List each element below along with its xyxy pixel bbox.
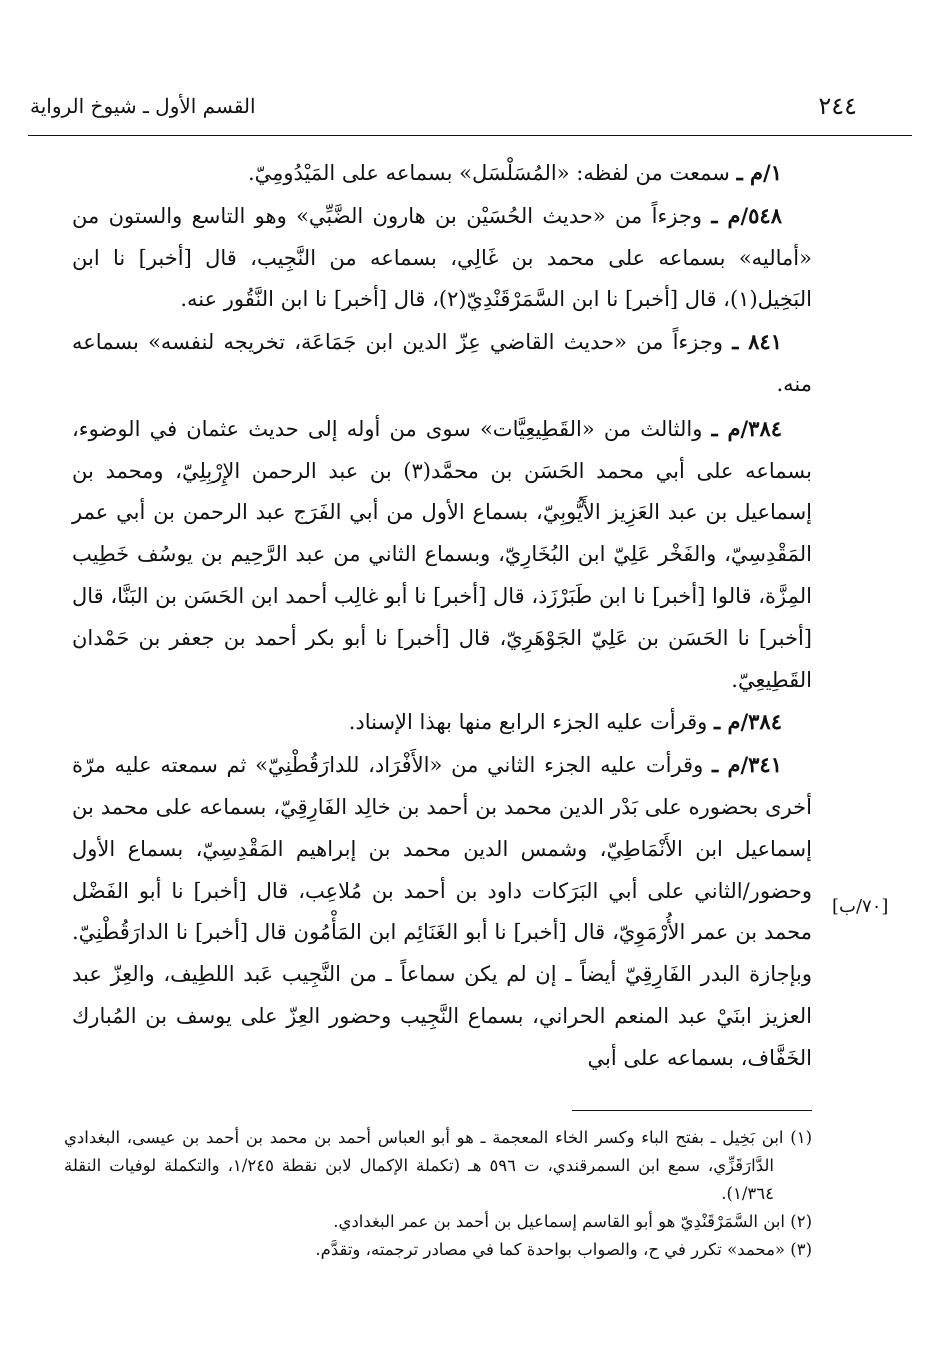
- entry-text: وقرأت عليه الجزء الرابع منها بهذا الإسناد.: [348, 710, 715, 735]
- entry-341: [72, 744, 812, 1079]
- entry-text: وقرأت عليه الجزء الثاني من «الأَفْرَاد، للدارَقُطْنِيّ» ثم سمعته عليه مرّة أخرى بحضوره على بَدْر الدين محمد بن أحمد بن خالِد الفَارِقِيّ، بسماعه على محمد بن إسماعيل ابن الأَنْمَاطِيّ، وشمس الدين محمد بن إبراهيم المَقْدِسِيّ، بسماع الأول وحضور/الثاني على أبي البَرَكات داود بن أحمد بن مُلاعِب، قال [أخبر] نا أبو الفَضْل محمد بن عمر الأُرْمَوِيّ، قال [أخبر] نا أبو الغَنَائِم ابن المَأْمُون قال [أخبر] نا الدارَقُطْنِيّ. وبإجازة البدر الفَارِقِيّ أيضاً ـ إن لم يكن سماعاً ـ من النَّجِيب عَبد اللطِيف، والعِزّ عبد العزيز ابنَيْ عبد المنعم الحراني، بسماع النَّجِيب وحضور العِزّ على يوسف بن المُبارك الخَفَّاف، بسماعه على أبي: [72, 753, 812, 1070]
- entry-1: [72, 152, 812, 195]
- entry-number: ١/م ـ: [736, 160, 782, 185]
- entry-text: والثالث من «القَطِيعِيَّات» سوى من أوله إلى حديث عثمان في الوضوء، بسماعه على أبي محمد الحَسَن بن محمَّد(٣) بن عبد الرحمن الإِرْبِلِيّ، ومحمد بن إسماعيل بن عبد العَزِيز الأَيُّوبِيّ، بسماع الأول من أبي الفَرَج عبد الرحمن بن أبي عمر المَقْدِسِيّ، والفَخْر عَلِيّ ابن البُخَارِيّ، وبسماع الثاني من عبد الرَّحِيم بن يوسُف خَطِيب المِزَّة، قالوا [أخبر] نا ابن طَبَرْزَذ، قال [أخبر] نا أبو غالِب أحمد ابن الحَسَن بن البَنَّا، قال [أخبر] نا الحَسَن بن عَلِيّ الجَوْهَرِيّ، قال [أخبر] نا أبو بكر أحمد بن جعفر بن حَمْدان القَطِيعِيّ.: [72, 416, 812, 692]
- entry-number: ٣٤١/م ـ: [711, 752, 782, 778]
- entry-number: ٣٨٤/م ـ: [711, 415, 783, 441]
- entry-number: ٣٨٤/م ـ: [714, 709, 782, 735]
- entry-548: [72, 195, 812, 321]
- manuscript-folio-note: [٧٠/ب]: [832, 896, 889, 917]
- entry-text: وجزءاً من «حديث الحُسَيْن بن هارون الضَّبِّي» وهو التاسع والستون من «أماليه» بسماعه على محمد بن غَالِي، بسماعه من النَّجِيب، قال [أخبر] نا ابن البَخِيل(١)، قال [أخبر] نا ابن السَّمَرْقَنْدِيّ(٢)، قال [أخبر] نا ابن النَّقُور عنه.: [72, 203, 812, 312]
- entry-841: [72, 321, 812, 406]
- entry-text: وجزءاً من «حديث القاضي عِزّ الدين ابن جَمَاعَة، تخريجه لنفسه» بسماعه منه.: [72, 330, 812, 396]
- entry-384-b: [72, 701, 812, 744]
- entry-number: ٨٤١ ـ: [732, 329, 782, 355]
- running-title: القسم الأول ـ شيوخ الرواية: [30, 94, 256, 118]
- footnote-3: (٣) «محمد» تكرر في ح، والصواب بواحدة كما في مصادر ترجمته، وتقدَّم.: [315, 1240, 812, 1259]
- header-rule: [28, 135, 912, 136]
- entry-number: ٥٤٨/م ـ: [711, 202, 782, 228]
- entry-text: سمعت من لفظه: «المُسَلْسَل» بسماعه على المَيْدُومِيّ.: [247, 161, 737, 185]
- footnote-rule: [572, 1110, 812, 1111]
- page-number: ٢٤٤: [818, 92, 857, 120]
- entry-384-a: [72, 408, 812, 702]
- footnotes: [64, 1124, 812, 1264]
- footnote-2: (٢) ابن السَّمَرْقَنْدِيّ هو أبو القاسم إسماعيل بن أحمد بن عمر البغدادي.: [333, 1212, 812, 1231]
- footnote-1: (١) ابن بَخِيل ـ بفتح الباء وكسر الخاء المعجمة ـ هو أبو العباس أحمد بن محمد بن أحمد بن عيسى، البغدادي الدَّارَقَزِّي، سمع ابن السمرقندي، ت ٥٩٦ هـ (تكملة الإكمال لابن نقطة ١/٢٤٥، والتكملة لوفيات النقلة ١/٣٦٤).: [64, 1128, 812, 1203]
- main-text: [72, 152, 812, 1080]
- page-header: [28, 86, 912, 130]
